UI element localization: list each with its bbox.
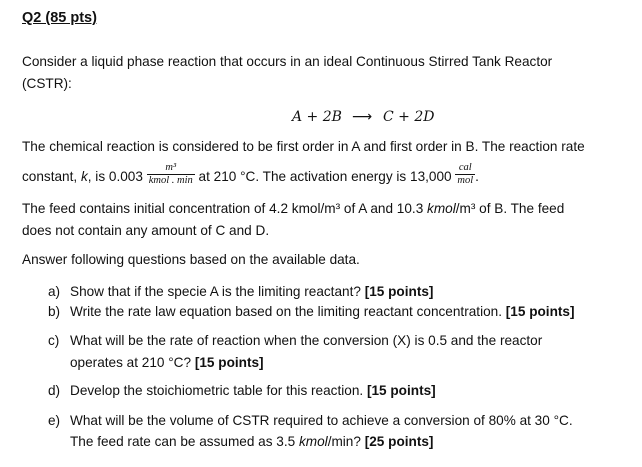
reaction-arrow-icon: ⟶	[351, 109, 372, 125]
feed-line-1	[22, 201, 564, 216]
question-e-points: [25 points]	[364, 434, 434, 449]
k-unit-denominator: kmol . min	[148, 175, 193, 186]
question-e-body-end: /min?	[327, 434, 365, 449]
question-a-text	[70, 284, 433, 299]
question-d-text	[70, 383, 436, 398]
question-b-text	[70, 304, 575, 319]
feed-line-2: does not contain any amount of C and D.	[22, 223, 270, 238]
question-e-body: The feed rate can be assumed as 3.5	[70, 434, 299, 449]
reaction-reactants: A + 2B	[292, 109, 342, 125]
feed-line-1-unit: kmol	[427, 201, 456, 216]
ea-unit-denominator: mol	[457, 175, 474, 186]
reaction-equation	[292, 109, 435, 125]
question-d-points: [15 points]	[366, 383, 436, 398]
question-e-unit: kmol	[298, 434, 328, 449]
question-a-points: [15 points]	[364, 284, 434, 299]
question-e-line-1: What will be the volume of CSTR required to achieve a conversion of 80% at 30 °C.	[70, 413, 573, 428]
question-a-label: a)	[48, 284, 61, 299]
k-prefix: constant,	[22, 169, 81, 185]
question-a-body: Show that if the specie A is the limiting reactant?	[70, 284, 365, 299]
question-b-body: Write the rate law equation based on the limiting reactant concentration.	[70, 304, 506, 319]
question-e-line-2	[70, 434, 433, 449]
kinetics-line-1: The chemical reaction is considered to be first order in A and first order in B. The reaction rate	[22, 139, 585, 154]
question-c-label: c)	[48, 333, 60, 348]
question-d-body: Develop the stoichiometric table for this reaction.	[70, 383, 367, 398]
intro-line-1: Consider a liquid phase reaction that occurs in an ideal Continuous Stirred Tank Reactor	[22, 54, 553, 69]
instruction-text: Answer following questions based on the available data.	[22, 252, 360, 267]
question-c-line-2	[70, 355, 264, 370]
reaction-products: C + 2D	[383, 109, 435, 125]
feed-line-1-post: /m³ of B. The feed	[455, 201, 565, 216]
question-c-points: [15 points]	[194, 355, 264, 370]
k-temperature-and-ea: at 210 °C. The activation energy is 13,000	[198, 169, 452, 185]
feed-line-1-pre: The feed contains initial concentration of 4.2 kmol/m³ of A and 10.3	[22, 201, 428, 216]
intro-line-2: (CSTR):	[22, 76, 72, 91]
k-unit-numerator: m³	[147, 162, 195, 175]
question-heading: Q2 (85 pts)	[22, 10, 97, 26]
question-d-label: d)	[48, 383, 61, 398]
kinetics-line-2	[22, 162, 479, 187]
ea-unit-numerator: cal	[455, 162, 475, 175]
question-c-line-1: What will be the rate of reaction when the conversion (X) is 0.5 and the reactor	[70, 333, 543, 348]
question-c-body: operates at 210 °C?	[70, 355, 195, 370]
k-symbol: k	[80, 169, 88, 185]
ea-unit-fraction	[455, 162, 475, 187]
ea-period: .	[475, 169, 479, 185]
question-e-label: e)	[48, 413, 61, 428]
k-value: , is 0.003	[87, 169, 143, 185]
question-b-points: [15 points]	[505, 304, 575, 319]
question-b-label: b)	[48, 304, 61, 319]
k-unit-fraction	[147, 162, 195, 187]
